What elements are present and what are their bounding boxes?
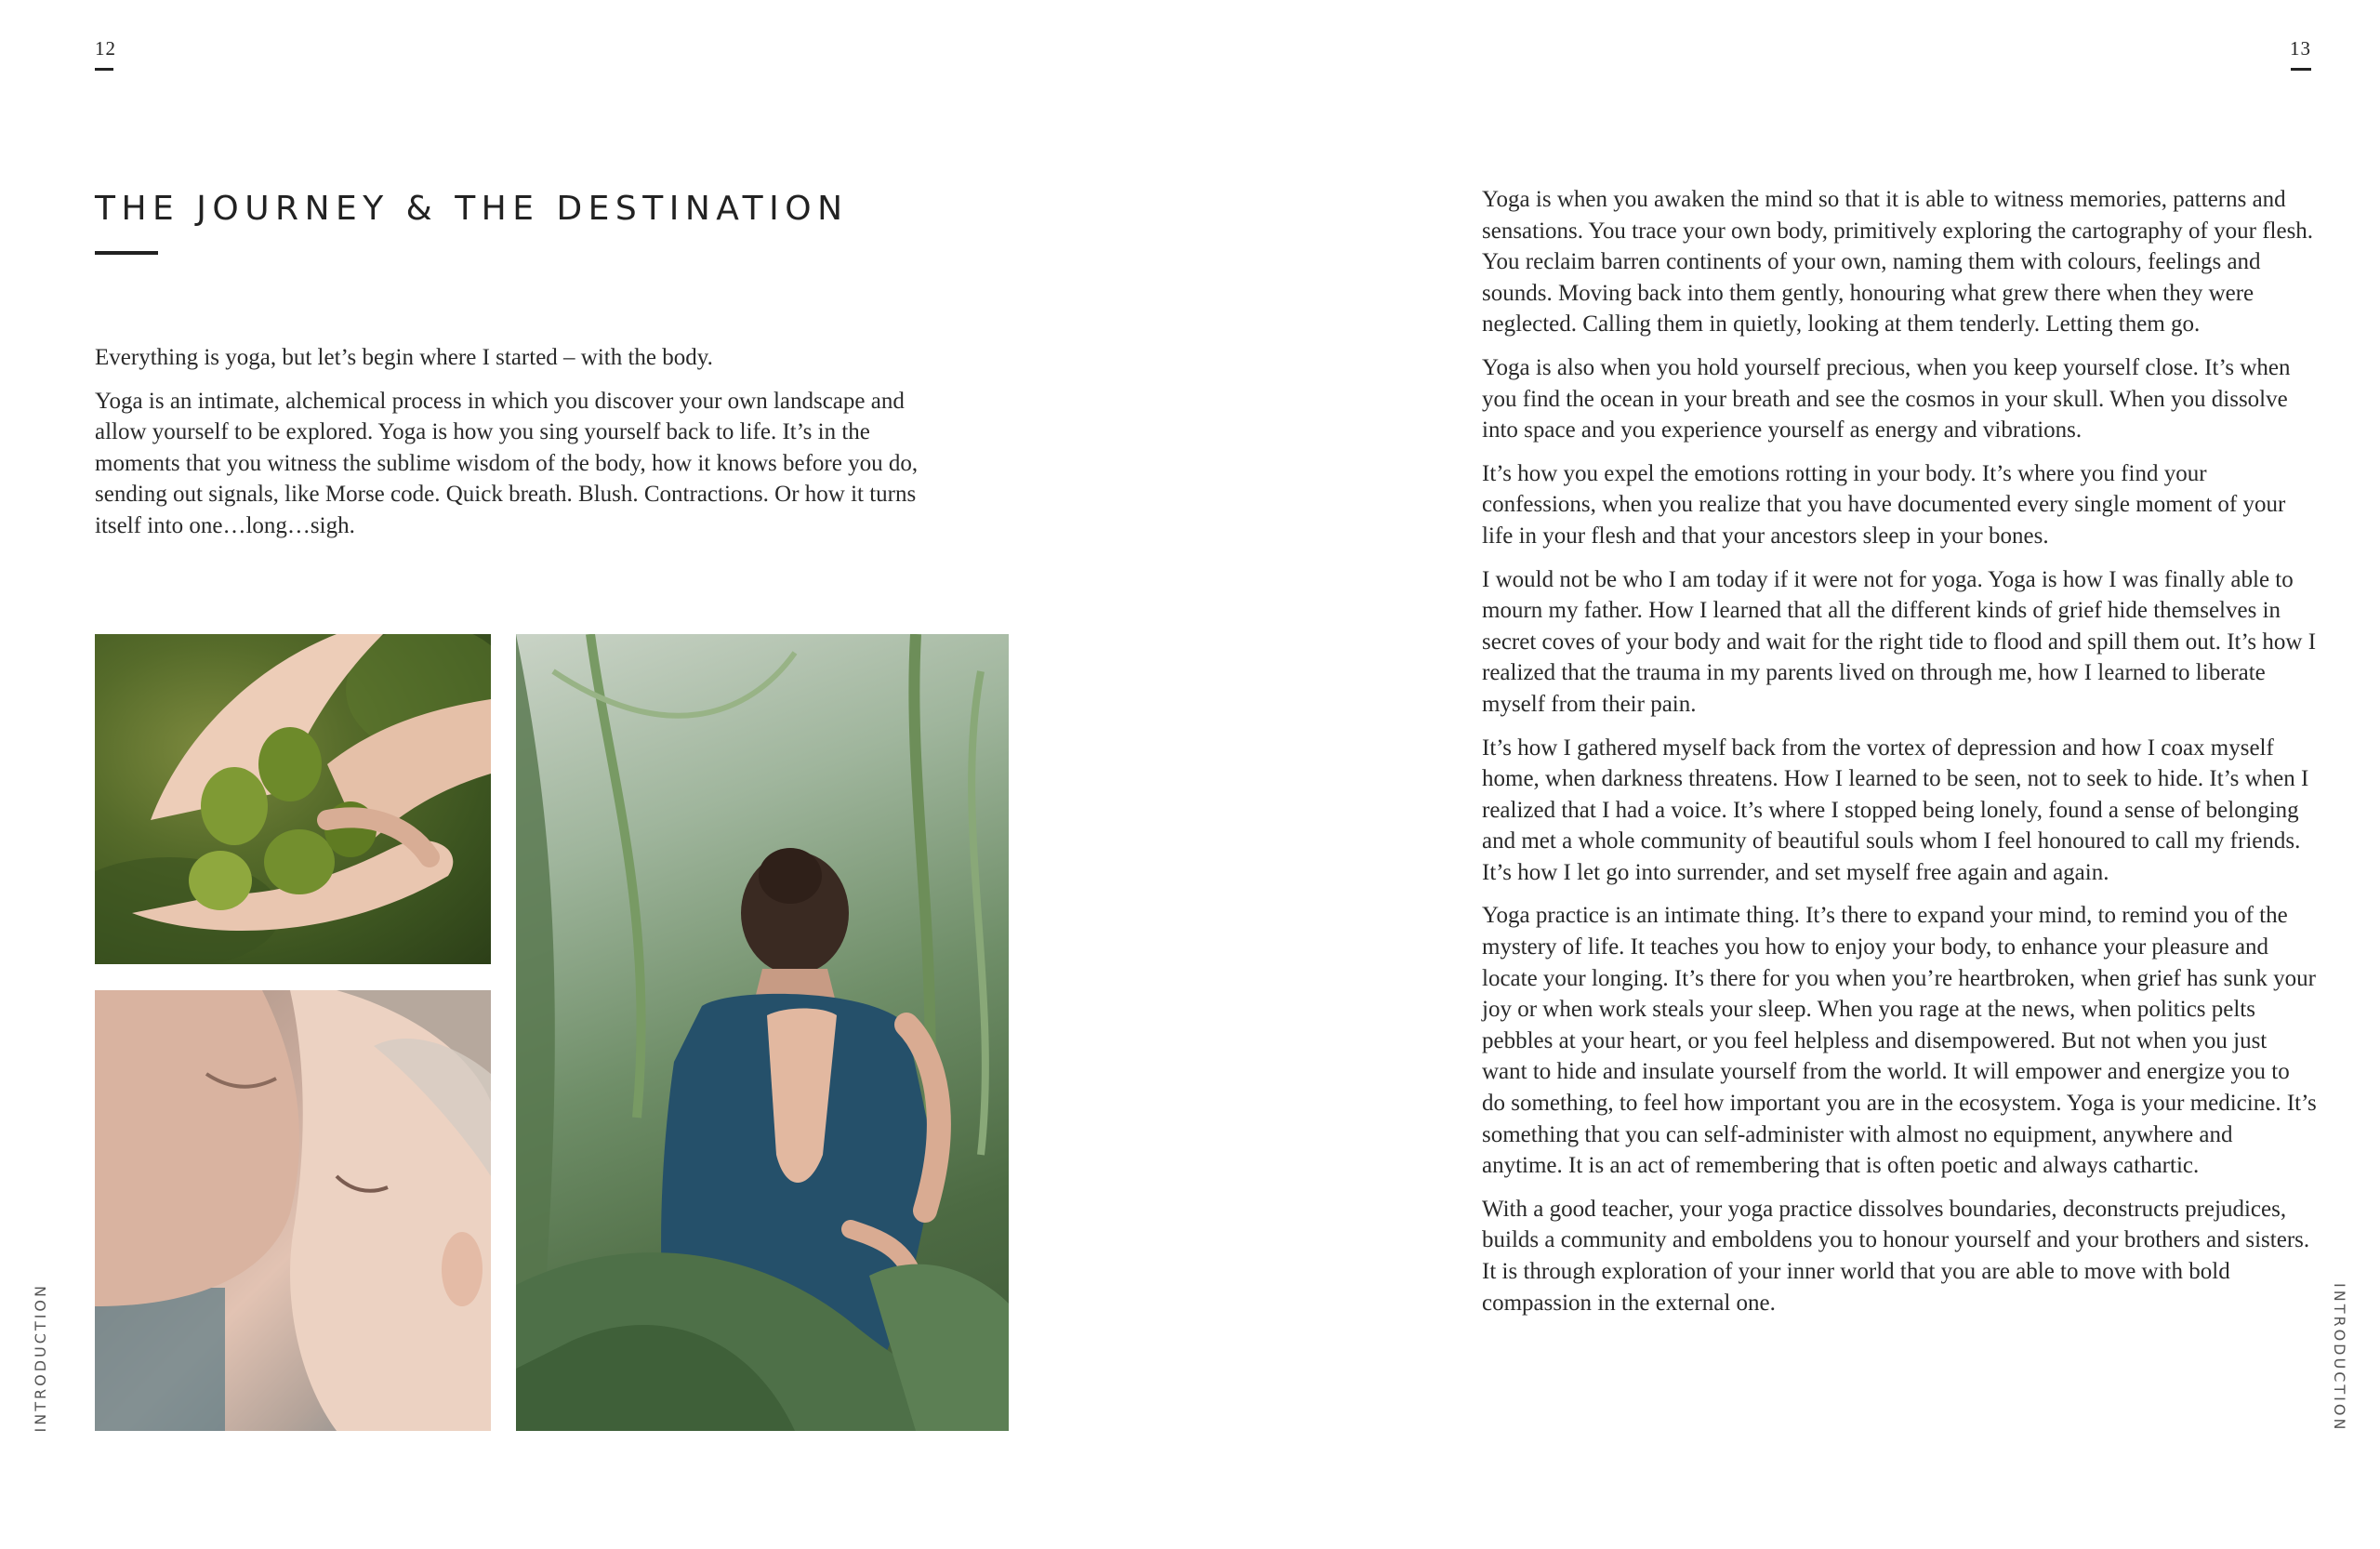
paragraph: It’s how you expel the emotions rotting in your body. It’s where you find your confessions, when you realize that you have documented every single moment of your life in your flesh and that your ancestors sleep in your bones. bbox=[1482, 460, 2286, 549]
photo-woman-in-foliage bbox=[516, 634, 1009, 1431]
photo-woman-illustration bbox=[516, 634, 1009, 1431]
right-body-text bbox=[1482, 184, 2317, 1331]
chapter-title: THE JOURNEY & THE DESTINATION bbox=[95, 190, 849, 228]
side-section-label-left: INTRODUCTION bbox=[32, 1282, 49, 1432]
side-section-label-right: INTRODUCTION bbox=[2331, 1282, 2348, 1432]
page-number-left bbox=[95, 37, 116, 71]
page-number-left-rule bbox=[95, 68, 113, 71]
paragraph: With a good teacher, your yoga practice dissolves boundaries, deconstructs prejudices, builds a community and emboldens you to honour yourself and your brothers and sisters. It is through exploration of your inner world that you are able to move with bold compassion in the external one. bbox=[1482, 1196, 2310, 1316]
title-underline bbox=[95, 251, 158, 255]
photo-faces-illustration bbox=[95, 990, 491, 1431]
right-page bbox=[1190, 0, 2380, 1549]
page-number-right-rule bbox=[2291, 68, 2311, 71]
paragraph: It’s how I gathered myself back from the vortex of depression and how I coax myself home, when darkness threatens. How I learned to be seen, not to seek to hide. It’s when I realized that I had a voice. It’s where I stopped being lonely, found a sense of belonging and met a whole community of beautiful souls whom I feel honoured to call my friends. It’s how I let go into surrender, and set myself free again and again. bbox=[1482, 735, 2309, 885]
paragraph: Yoga is also when you hold yourself precious, when you keep yourself close. It’s when you find the ocean in your breath and see the cosmos in your skull. When you dissolve into space and you experience yourself as energy and vibrations. bbox=[1482, 354, 2291, 444]
paragraph: Yoga practice is an intimate thing. It’s there to expand your mind, to remind you of the mystery of life. It teaches you how to enjoy your body, to enhance your pleasure and locate your longing. It’s there for you when you’re heartbroken, when grief has sunk your joy or when work steals your sleep. When you rage at the news, when politics pelts pebbles at your heart, or you feel helpless and disempowered. But not when you just want to hide and insulate yourself from the world. It will empower and energize you to do something, to feel how important you are in the ecosystem. Yoga is your medicine. It’s something that you can self-administer with almost no equipment, anywhere and anytime. It is an act of remembering that is often poetic and always cathartic. bbox=[1482, 903, 2317, 1179]
photo-hands-illustration bbox=[95, 634, 491, 964]
page-number-left-text: 12 bbox=[95, 37, 116, 60]
paragraph: I would not be who I am today if it were not for yoga. Yoga is how I was finally able to mourn my father. How I learned that all the different kinds of grief hide themselves in secret coves of your body and wait for the right tide to flood and spill them out. It’s how I realized that the trauma in my parents lived on through me, how I learned to liberate myself from their pain. bbox=[1482, 566, 2317, 717]
paragraph: Yoga is when you awaken the mind so that it is able to witness memories, patterns and sensations. You trace your own body, primitively exploring the cartography of your flesh. You reclaim barren continents of your own, naming them with colours, feelings and sounds. Moving back into them gently, honouring what grew there when they were neglected. Calling them in quietly, looking at them tenderly. Letting them go. bbox=[1482, 187, 2314, 338]
paragraph: Yoga is an intimate, alchemical process in which you discover your own landscape and allow yourself to be explored. Yoga is how you sing yourself back to life. It’s in the moments that you witness the sublime wisdom of the body, how it knows before you do, sending out signals, like Morse code. Quick breath. Blush. Contractions. Or how it turns itself into one…long…sigh. bbox=[95, 388, 919, 538]
left-body-text bbox=[95, 342, 922, 554]
photo-two-faces bbox=[95, 990, 491, 1431]
photo-hands-holding-fruit bbox=[95, 634, 491, 964]
paragraph: Everything is yoga, but let’s begin where I started – with the body. bbox=[95, 345, 713, 370]
page-number-right bbox=[2290, 37, 2311, 71]
page-number-right-text: 13 bbox=[2290, 37, 2311, 60]
